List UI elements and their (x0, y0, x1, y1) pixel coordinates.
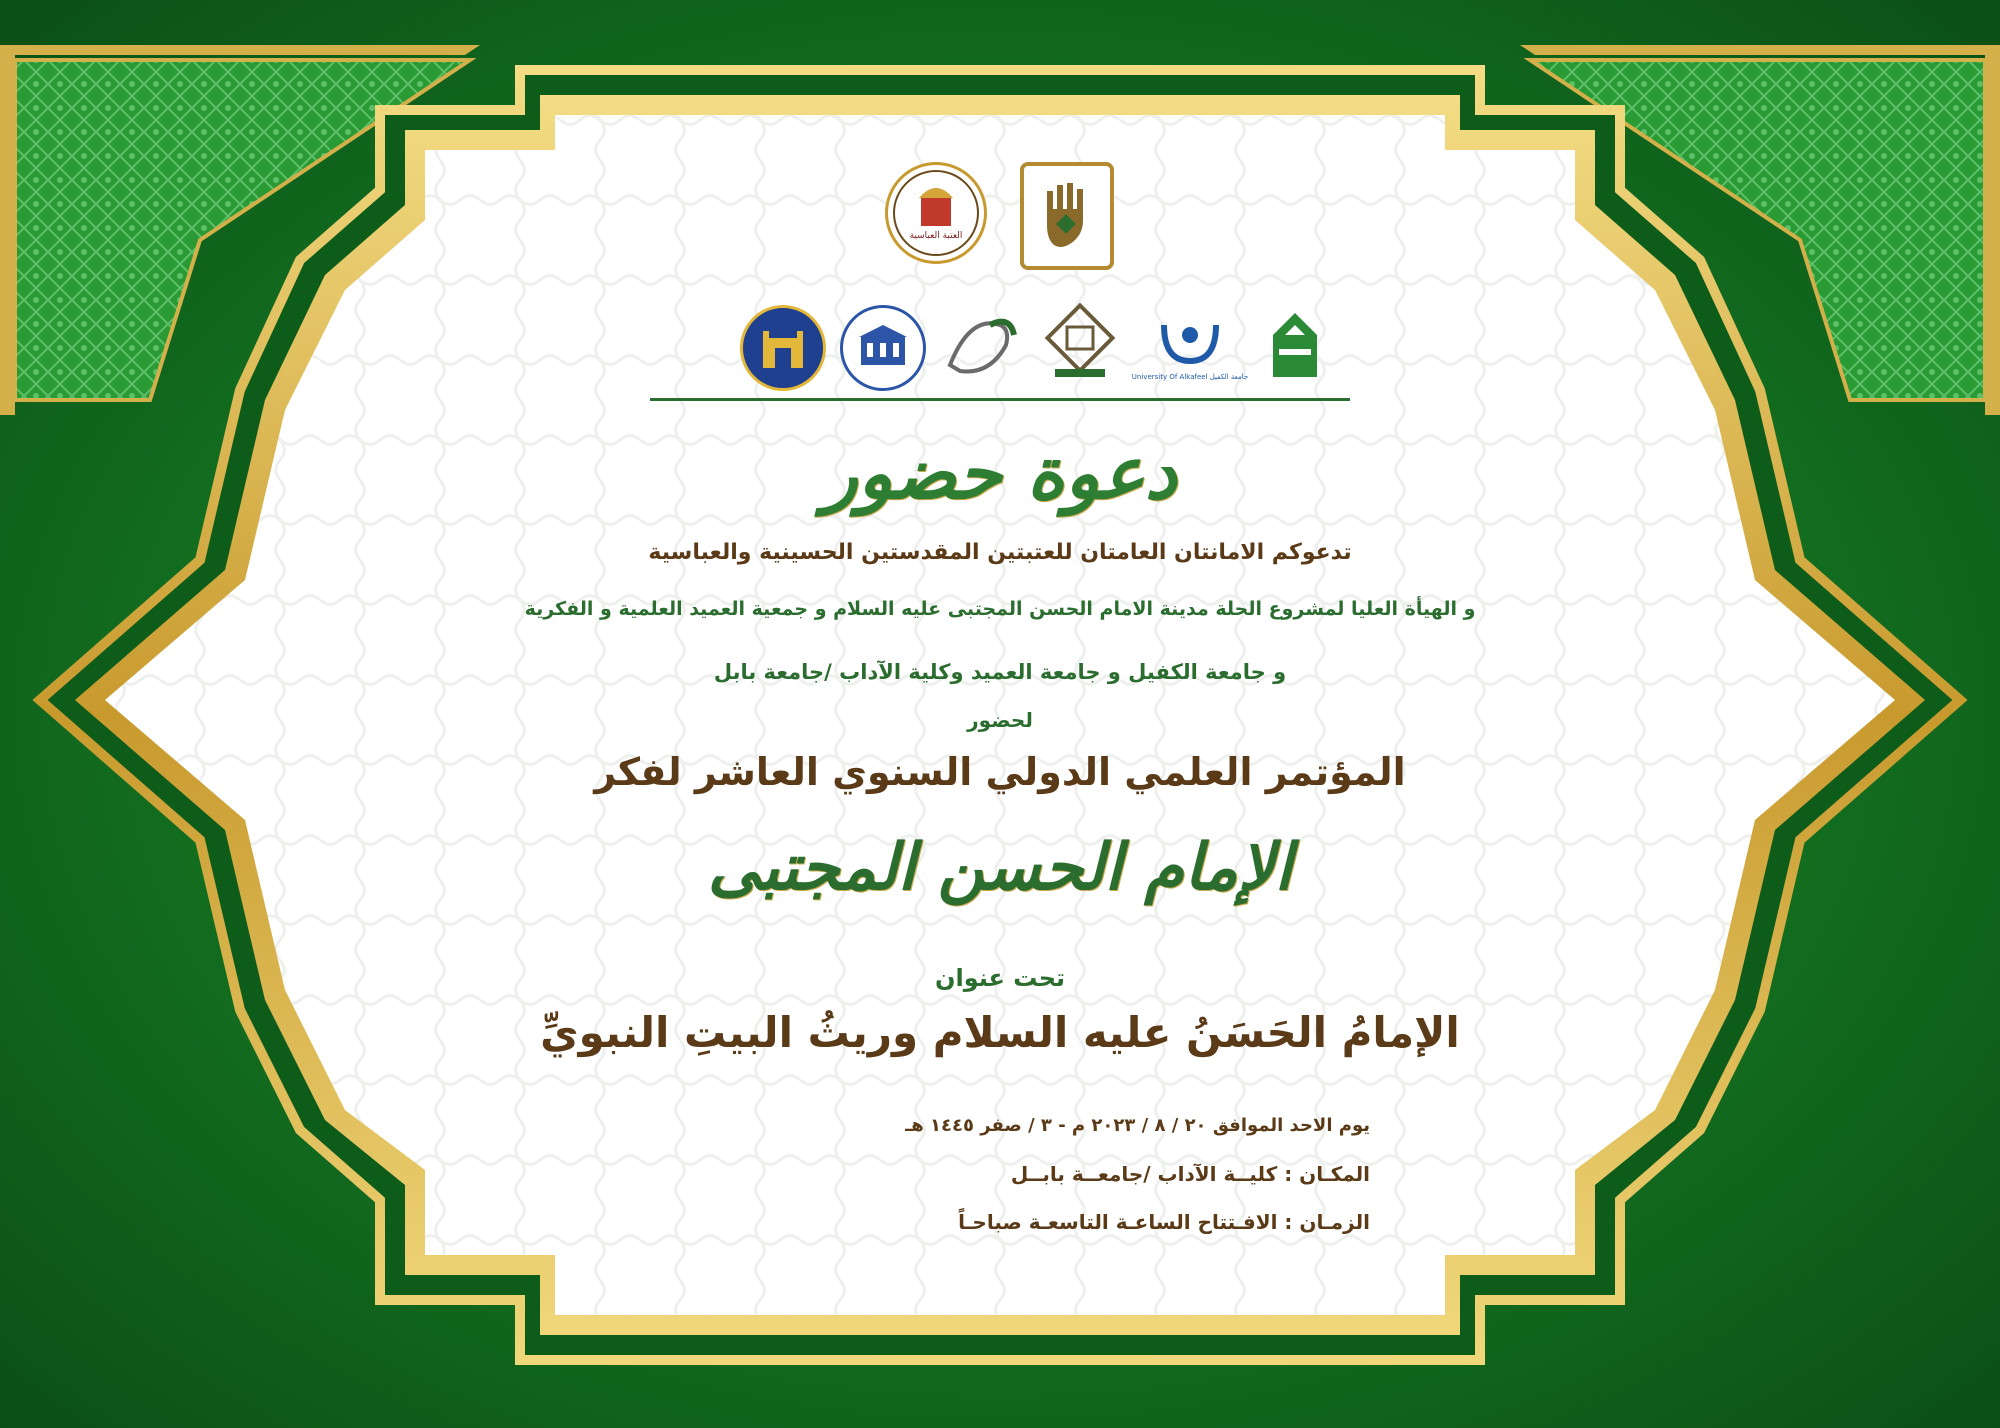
alabbas-shrine-logo (1020, 162, 1114, 270)
alameed-university-logo (1040, 300, 1120, 390)
invite-line-3: و جامعة الكفيل و جامعة العميد وكلية الآداب /جامعة بابل (713, 660, 1287, 684)
alkafeel-emblem-icon (1131, 305, 1249, 385)
building-icon (853, 323, 913, 373)
albait-logo (940, 300, 1020, 390)
under-title-label: تحت عنوان (934, 964, 1066, 992)
babylon-university-logo (740, 305, 826, 391)
hand-emblem-icon (1037, 181, 1097, 251)
kufic-square-icon (1045, 305, 1115, 385)
ameed-badge-icon (1265, 305, 1325, 385)
date-line: يوم الاحد الموافق ٢٠ / ٨ / ٢٠٢٣ م - ٣ / صفر ١٤٤٥ هـ (905, 1115, 1370, 1136)
invite-line-2: و الهيأة العليا لمشروع الحلة مدينة الامام الحسن المجتبى عليه السلام و جمعية العميد العلمية و الفكرية (524, 598, 1476, 620)
imam-calligraphy: الإمام الحسن المجتبى (707, 830, 1293, 905)
ameed-society-logo (1260, 300, 1330, 390)
conference-title: المؤتمر العلمي الدولي السنوي العاشر لفكر (594, 750, 1406, 794)
alkafeel-university-logo (1131, 300, 1249, 390)
invitation-title: دعوة حضور (823, 430, 1177, 515)
invitation-content (500, 140, 1500, 1300)
babil-arts-college-logo (840, 305, 926, 391)
shrine-emblem-icon (891, 168, 981, 258)
main-title: الإمامُ الحَسَنُ عليه السلام وريثُ البيتِ النبويِّ (540, 1008, 1460, 1057)
albait-calligraphy-icon (940, 305, 1020, 385)
time-line: الزمـان : الافـتتاح الساعـة التاسعـة صباحـاً (958, 1210, 1370, 1234)
gate-icon (753, 323, 813, 373)
header-divider (650, 398, 1350, 401)
logo-top-text: العتبة العباسية (909, 231, 963, 241)
place-line: المكـان : كليــة الآداب /جامعــة بابــل (1010, 1162, 1370, 1186)
invite-line-4: لحضور (967, 708, 1033, 732)
hussaini-shrine-logo (885, 162, 987, 264)
invite-line-1: تدعوكم الامانتان العامتان للعتبتين المقدستين الحسينية والعباسية (648, 540, 1352, 565)
alkafeel-caption: جامعة الكفيل University Of Alkafeel (1131, 373, 1249, 381)
